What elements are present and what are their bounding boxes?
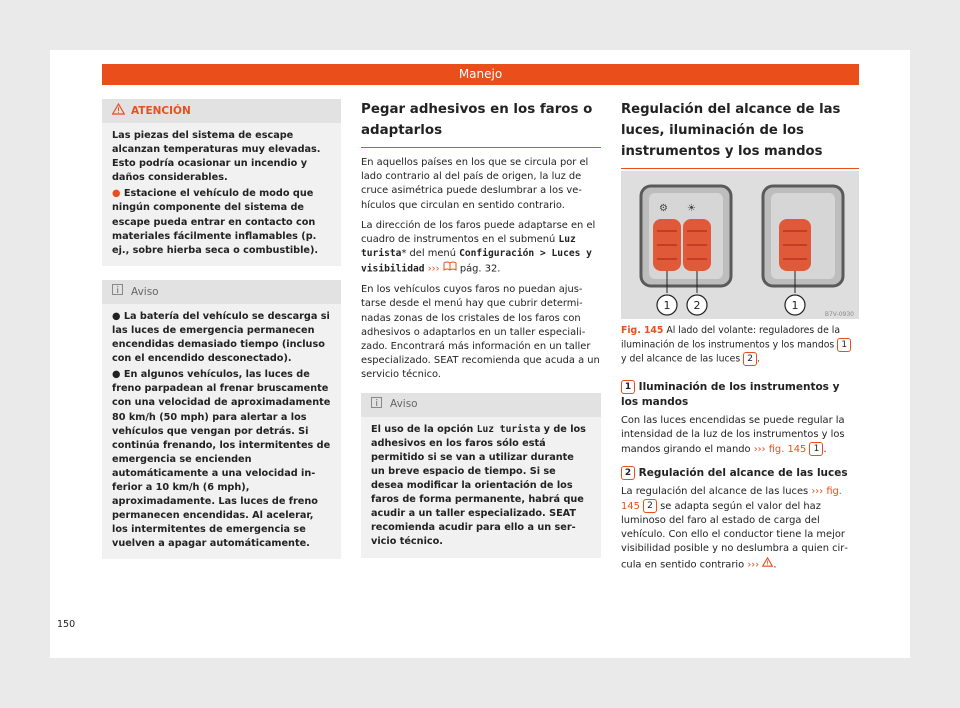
notice-body — [361, 417, 601, 558]
figure-code: B7V-0930 — [824, 311, 854, 318]
paragraph-text: La regulación del alcance de las luces — [621, 485, 809, 497]
notice-header — [361, 393, 601, 417]
callout-number-1: 1 — [621, 380, 635, 394]
info-icon — [371, 397, 382, 413]
paragraph-text: Con las luces encendidas se puede regular la intensidad de la luz de los instrumentos y los mandos girando el mando — [621, 415, 845, 456]
notice-bullet: ● La batería del vehículo se descarga si las luces de emergencia permanecen encendidas demasiado tiempo (incluso con el encendido desconectado). — [112, 310, 330, 365]
subsection-title — [621, 380, 859, 410]
menu-option-code: Luz turista — [476, 423, 541, 435]
callout-number-1: 1 — [837, 338, 851, 352]
notice-title: Aviso — [131, 285, 159, 298]
figure-label: Fig. 145 — [621, 325, 664, 336]
callout-number-1: 1 — [809, 442, 823, 456]
book-icon — [443, 261, 457, 276]
paragraph-text: del menú — [409, 248, 456, 260]
callout-number-2: 2 — [643, 499, 657, 513]
warning-title: ATENCIÓN — [131, 104, 191, 117]
section-heading: Pegar adhesivos en los faros o adaptarlos — [361, 99, 601, 148]
caption-text: Al lado del volante: reguladores de la iluminación de los instrumentos y los mandos — [621, 325, 841, 351]
callout-1: 1 — [663, 299, 671, 312]
section-heading: Regulación del alcance de las luces, iluminación de los instrumentos y los mandos — [621, 99, 859, 169]
menu-option-code: Luz turista — [361, 234, 576, 260]
callout-2: 2 — [693, 299, 701, 312]
notice-body — [102, 304, 341, 560]
right-column — [621, 99, 859, 177]
page-reference[interactable]: pág. 32. — [459, 264, 501, 276]
paragraph: En aquellos países en los que se circula por el lado contrario al del país de origen, la luz de cruce asimétrica puede deslumbrar a los vehículos que circulan en sentido contrario. — [361, 157, 589, 211]
warning-body — [102, 123, 341, 266]
warning-box — [102, 99, 341, 266]
left-column — [102, 99, 341, 559]
notice-header — [102, 280, 341, 304]
bullet-icon: ● — [112, 188, 121, 200]
svg-text:⚙: ⚙ — [659, 203, 668, 214]
callout-number-2: 2 — [743, 352, 757, 366]
warning-header — [102, 99, 341, 123]
notice-text — [371, 423, 591, 550]
paragraph: La regulación del alcance de las luces ››› fig. 145 2 se adapta según el valor del haz luminoso del faro al estado de carga del vehículo. Con ello el conductor tiene la mejor visibilidad posible y no deslumbra a quien circula en sentido contrario ››› . — [621, 485, 848, 571]
callout-number-2: 2 — [621, 466, 635, 480]
notice-bullet: ● En algunos vehículos, las luces de freno parpadean al frenar bruscamente con una velocidad de aproximadamente 80 km/h (50 mph) para alertar a los vehículos que vengan por detrás. Si continúa frenando, los intermitentes de emergencia se encienden automáticamente a una velocidad inferior a 10 km/h (6 mph), aproximadamente. Las luces de freno permanecen encendidas. Al acelerar, los intermitentes de emergencia se vuelven a apagar automáticamente. — [112, 369, 331, 550]
notice-box — [361, 393, 601, 558]
callout-1b: 1 — [791, 299, 799, 312]
section-header: Manejo — [102, 64, 859, 85]
figure-caption: Fig. 145 Al lado del volante: reguladores de la iluminación de los instrumentos y los mandos 1 y del alcance de las luces 2 . — [621, 325, 859, 366]
paragraph: Con las luces encendidas se puede regular la intensidad de la luz de los instrumentos y los mandos girando el mando ››› fig. 145 1 . — [621, 415, 845, 456]
subsection-title-text: Regulación del alcance de las luces — [638, 466, 848, 479]
figure-reference[interactable]: fig. 145 — [768, 444, 807, 456]
paragraph-text: se adapta según el valor del haz luminoso del faro al estado de carga del vehículo. Con ello el conductor tiene la mejor visibilidad posible y no deslumbra a quien circula en sentido contrario — [621, 500, 848, 571]
reference-arrows: ››› — [747, 559, 760, 571]
figure-145 — [621, 171, 859, 319]
warning-triangle-icon — [112, 103, 125, 120]
notice-bullet-text: En algunos vehículos, las luces de freno parpadean al frenar bruscamente con una velocidad de aproximadamente 80 km/h (50 mph) para alertar a los vehículos que vengan por detrás. Si continúa frenando, los intermitentes de emergencia se encienden automáticamente a una velocidad inferior a 10 km/h (6 mph), aproximadamente. Las luces de freno permanecen encendidas. Al acelerar, los intermitentes de emergencia se vuelven a apagar automáticamente. — [112, 369, 331, 550]
reference-arrows: ››› — [427, 264, 440, 276]
reference-arrows: ››› — [811, 485, 824, 497]
subsection-title-text: Iluminación de los instrumentos y los mandos — [621, 381, 840, 408]
warning-triangle-icon[interactable] — [762, 557, 773, 572]
notice-box — [102, 280, 341, 560]
subsection-title — [621, 466, 859, 481]
menu-path-code: Configuración > Luces y visibilidad — [361, 248, 592, 276]
notice-title: Aviso — [390, 398, 418, 411]
notice-bullet-text: La batería del vehículo se descarga si las luces de emergencia permanecen encendidas demasiado tiempo (incluso con el encendido desconectado). — [112, 310, 330, 365]
figure-reference[interactable]: fig. 145 — [621, 485, 842, 512]
notice-text-part: y de los adhesivos en los faros sólo está permitido si se van a utilizar durante un breve espacio de tiempo. Si se desea modificar la orientación de los faros de forma permanente, habrá que acudir a un taller especializado. SEAT recomienda acudir para ello a un servicio técnico. — [371, 423, 586, 548]
paragraph: En los vehículos cuyos faros no puedan ajustarse desde el menú hay que cubrir determinadas zonas de los cristales de los faros con adhesivos o adaptarlos en un taller especializado. Encontrará más información en un taller especializado. SEAT recomienda que acuda a un servicio técnico. — [361, 284, 600, 381]
paragraph: La dirección de los faros puede adaptarse en el cuadro de instrumentos en el submenú Luz turista* del menú Configuración > Luces y visibilidad ››› pág. 32. — [361, 219, 596, 276]
caption-text: y del alcance de las luces — [621, 353, 741, 365]
warning-text: Las piezas del sistema de escape alcanzan temperaturas muy elevadas. Esto podría ocasionar un incendio y daños considerables. — [112, 130, 321, 184]
info-icon — [112, 284, 123, 300]
right-body — [621, 380, 859, 578]
middle-column — [361, 99, 601, 558]
headlight-controls-illustration — [621, 171, 859, 319]
warning-bullet-text: Estacione el vehículo de modo que ningún componente del sistema de escape pueda entrar en contacto con materiales fácilmente inflamables (p. ej., sobre hierba seca o combustible). — [112, 188, 319, 256]
reference-arrows: ››› — [753, 444, 766, 456]
paragraph-text: La dirección de los faros puede adaptarse en el cuadro de instrumentos en el submenú — [361, 219, 596, 246]
page-number: 150 — [57, 619, 76, 630]
svg-text:☀: ☀ — [687, 203, 696, 214]
notice-text-part: El uso de la opción — [371, 423, 474, 435]
warning-bullet — [112, 187, 331, 257]
